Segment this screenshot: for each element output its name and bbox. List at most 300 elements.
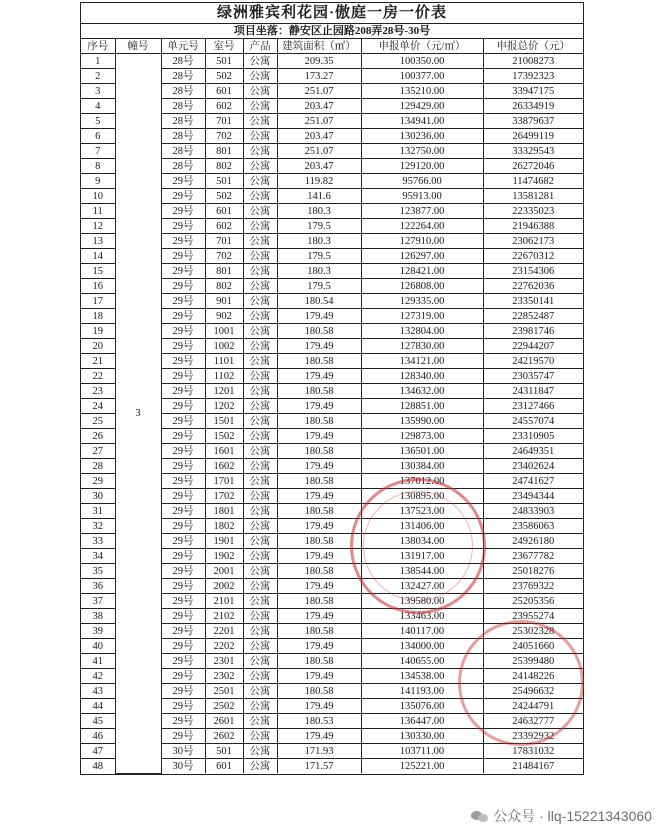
total-price: 21008273	[483, 54, 583, 69]
row-index: 43	[81, 684, 115, 699]
row-index: 11	[81, 204, 115, 219]
total-price: 24244791	[483, 699, 583, 714]
floor-area: 203.47	[277, 99, 361, 114]
total-price: 17392323	[483, 69, 583, 84]
floor-area: 180.3	[277, 234, 361, 249]
unit-number: 29号	[161, 234, 205, 249]
product-type: 公寓	[243, 249, 277, 264]
room-number: 702	[205, 249, 243, 264]
product-type: 公寓	[243, 564, 277, 579]
unit-number: 29号	[161, 369, 205, 384]
product-type: 公寓	[243, 99, 277, 114]
room-number: 801	[205, 144, 243, 159]
unit-price: 123877.00	[361, 204, 483, 219]
product-type: 公寓	[243, 459, 277, 474]
product-type: 公寓	[243, 744, 277, 759]
header-building: 幢号	[115, 39, 161, 54]
unit-price: 130895.00	[361, 489, 483, 504]
product-type: 公寓	[243, 519, 277, 534]
total-price: 24219570	[483, 354, 583, 369]
floor-area: 180.54	[277, 294, 361, 309]
header-area: 建筑面积（㎡）	[277, 39, 361, 54]
floor-area: 179.49	[277, 459, 361, 474]
unit-number: 29号	[161, 219, 205, 234]
unit-number: 29号	[161, 534, 205, 549]
product-type: 公寓	[243, 429, 277, 444]
room-number: 2101	[205, 594, 243, 609]
row-index: 38	[81, 609, 115, 624]
row-index: 16	[81, 279, 115, 294]
floor-area: 179.49	[277, 699, 361, 714]
room-number: 602	[205, 219, 243, 234]
unit-number: 29号	[161, 279, 205, 294]
room-number: 2502	[205, 699, 243, 714]
floor-area: 209.35	[277, 54, 361, 69]
floor-area: 180.58	[277, 444, 361, 459]
unit-number: 29号	[161, 639, 205, 654]
total-price: 23062173	[483, 234, 583, 249]
unit-number: 28号	[161, 84, 205, 99]
floor-area: 141.6	[277, 189, 361, 204]
unit-price: 135990.00	[361, 414, 483, 429]
unit-price: 126297.00	[361, 249, 483, 264]
product-type: 公寓	[243, 714, 277, 729]
room-number: 1802	[205, 519, 243, 534]
room-number: 2202	[205, 639, 243, 654]
floor-area: 179.49	[277, 369, 361, 384]
room-number: 701	[205, 234, 243, 249]
unit-price: 137523.00	[361, 504, 483, 519]
row-index: 30	[81, 489, 115, 504]
row-index: 17	[81, 294, 115, 309]
row-index: 1	[81, 54, 115, 69]
room-number: 601	[205, 84, 243, 99]
room-number: 801	[205, 264, 243, 279]
room-number: 1101	[205, 354, 243, 369]
header-unit: 单元号	[161, 39, 205, 54]
room-number: 2501	[205, 684, 243, 699]
product-type: 公寓	[243, 414, 277, 429]
floor-area: 179.49	[277, 339, 361, 354]
row-index: 2	[81, 69, 115, 84]
unit-price: 136447.00	[361, 714, 483, 729]
room-number: 1202	[205, 399, 243, 414]
total-price: 33947175	[483, 84, 583, 99]
total-price: 23981746	[483, 324, 583, 339]
row-index: 15	[81, 264, 115, 279]
row-index: 12	[81, 219, 115, 234]
product-type: 公寓	[243, 594, 277, 609]
product-type: 公寓	[243, 489, 277, 504]
row-index: 22	[81, 369, 115, 384]
total-price: 25205356	[483, 594, 583, 609]
total-price: 24649351	[483, 444, 583, 459]
unit-number: 29号	[161, 504, 205, 519]
row-index: 44	[81, 699, 115, 714]
unit-price: 95766.00	[361, 174, 483, 189]
total-price: 24051660	[483, 639, 583, 654]
row-index: 10	[81, 189, 115, 204]
product-type: 公寓	[243, 279, 277, 294]
header-unit-price: 申报单价（元/㎡）	[361, 39, 483, 54]
building-number: 3	[115, 54, 161, 774]
unit-number: 29号	[161, 429, 205, 444]
floor-area: 180.58	[277, 504, 361, 519]
total-price: 21484167	[483, 759, 583, 774]
room-number: 701	[205, 114, 243, 129]
unit-price: 134538.00	[361, 669, 483, 684]
unit-number: 29号	[161, 474, 205, 489]
unit-price: 132750.00	[361, 144, 483, 159]
product-type: 公寓	[243, 444, 277, 459]
room-number: 602	[205, 99, 243, 114]
unit-price: 140117.00	[361, 624, 483, 639]
unit-number: 29号	[161, 204, 205, 219]
unit-number: 29号	[161, 714, 205, 729]
room-number: 502	[205, 189, 243, 204]
header-room: 室号	[205, 39, 243, 54]
unit-price: 127830.00	[361, 339, 483, 354]
unit-price: 100350.00	[361, 54, 483, 69]
floor-area: 180.58	[277, 384, 361, 399]
room-number: 1901	[205, 534, 243, 549]
product-type: 公寓	[243, 759, 277, 774]
floor-area: 180.58	[277, 534, 361, 549]
unit-number: 29号	[161, 189, 205, 204]
row-index: 45	[81, 714, 115, 729]
floor-area: 180.58	[277, 414, 361, 429]
room-number: 702	[205, 129, 243, 144]
unit-price: 129335.00	[361, 294, 483, 309]
unit-number: 29号	[161, 249, 205, 264]
total-price: 23955274	[483, 609, 583, 624]
unit-price: 130236.00	[361, 129, 483, 144]
floor-area: 203.47	[277, 129, 361, 144]
total-price: 26334919	[483, 99, 583, 114]
total-price: 23586063	[483, 519, 583, 534]
room-number: 1801	[205, 504, 243, 519]
unit-price: 125221.00	[361, 759, 483, 774]
floor-area: 179.49	[277, 579, 361, 594]
unit-price: 122264.00	[361, 219, 483, 234]
room-number: 901	[205, 294, 243, 309]
unit-price: 129120.00	[361, 159, 483, 174]
unit-price: 135076.00	[361, 699, 483, 714]
room-number: 1002	[205, 339, 243, 354]
total-price: 24632777	[483, 714, 583, 729]
unit-price: 103711.00	[361, 744, 483, 759]
unit-price: 129429.00	[361, 99, 483, 114]
total-price: 22335023	[483, 204, 583, 219]
total-price: 23310905	[483, 429, 583, 444]
total-price: 23769322	[483, 579, 583, 594]
floor-area: 180.58	[277, 594, 361, 609]
unit-number: 29号	[161, 654, 205, 669]
floor-area: 179.49	[277, 669, 361, 684]
product-type: 公寓	[243, 219, 277, 234]
unit-price: 132427.00	[361, 579, 483, 594]
product-type: 公寓	[243, 129, 277, 144]
unit-number: 29号	[161, 564, 205, 579]
row-index: 7	[81, 144, 115, 159]
row-index: 25	[81, 414, 115, 429]
unit-price: 141193.00	[361, 684, 483, 699]
room-number: 802	[205, 279, 243, 294]
unit-number: 29号	[161, 309, 205, 324]
product-type: 公寓	[243, 669, 277, 684]
unit-price: 127319.00	[361, 309, 483, 324]
table-header-row	[81, 39, 583, 54]
row-index: 37	[81, 594, 115, 609]
total-price: 17831032	[483, 744, 583, 759]
total-price: 24311847	[483, 384, 583, 399]
floor-area: 251.07	[277, 84, 361, 99]
product-type: 公寓	[243, 609, 277, 624]
product-type: 公寓	[243, 69, 277, 84]
unit-price: 140655.00	[361, 654, 483, 669]
total-price: 25018276	[483, 564, 583, 579]
row-index: 24	[81, 399, 115, 414]
product-type: 公寓	[243, 204, 277, 219]
unit-number: 29号	[161, 729, 205, 744]
floor-area: 179.49	[277, 429, 361, 444]
room-number: 2601	[205, 714, 243, 729]
total-price: 11474682	[483, 174, 583, 189]
product-type: 公寓	[243, 174, 277, 189]
product-type: 公寓	[243, 234, 277, 249]
unit-price: 131406.00	[361, 519, 483, 534]
row-index: 6	[81, 129, 115, 144]
floor-area: 179.49	[277, 609, 361, 624]
product-type: 公寓	[243, 144, 277, 159]
unit-number: 29号	[161, 174, 205, 189]
row-index: 34	[81, 549, 115, 564]
header-total-price: 申报总价（元）	[483, 39, 583, 54]
total-price: 22944207	[483, 339, 583, 354]
row-index: 8	[81, 159, 115, 174]
unit-number: 28号	[161, 69, 205, 84]
unit-number: 29号	[161, 669, 205, 684]
room-number: 601	[205, 204, 243, 219]
watermark-text: 公众号 · llq-15221343060	[493, 808, 652, 824]
watermark	[471, 806, 652, 826]
room-number: 2002	[205, 579, 243, 594]
room-number: 1001	[205, 324, 243, 339]
floor-area: 180.58	[277, 474, 361, 489]
row-index: 28	[81, 459, 115, 474]
row-index: 35	[81, 564, 115, 579]
total-price: 24926180	[483, 534, 583, 549]
row-index: 27	[81, 444, 115, 459]
unit-price: 135210.00	[361, 84, 483, 99]
unit-price: 126808.00	[361, 279, 483, 294]
price-list-sheet	[80, 2, 584, 775]
row-index: 47	[81, 744, 115, 759]
product-type: 公寓	[243, 159, 277, 174]
unit-price: 130384.00	[361, 459, 483, 474]
product-type: 公寓	[243, 114, 277, 129]
floor-area: 179.49	[277, 399, 361, 414]
unit-number: 28号	[161, 54, 205, 69]
row-index: 3	[81, 84, 115, 99]
total-price: 22852487	[483, 309, 583, 324]
row-index: 36	[81, 579, 115, 594]
row-index: 13	[81, 234, 115, 249]
floor-area: 179.49	[277, 489, 361, 504]
unit-price: 127910.00	[361, 234, 483, 249]
room-number: 1102	[205, 369, 243, 384]
table-row	[81, 54, 583, 69]
unit-number: 29号	[161, 294, 205, 309]
row-index: 5	[81, 114, 115, 129]
unit-price: 139580.00	[361, 594, 483, 609]
floor-area: 179.49	[277, 309, 361, 324]
unit-price: 100377.00	[361, 69, 483, 84]
product-type: 公寓	[243, 549, 277, 564]
room-number: 1501	[205, 414, 243, 429]
product-type: 公寓	[243, 354, 277, 369]
unit-price: 128340.00	[361, 369, 483, 384]
floor-area: 180.3	[277, 204, 361, 219]
product-type: 公寓	[243, 84, 277, 99]
unit-price: 134941.00	[361, 114, 483, 129]
unit-number: 29号	[161, 339, 205, 354]
unit-price: 95913.00	[361, 189, 483, 204]
total-price: 25399480	[483, 654, 583, 669]
room-number: 502	[205, 69, 243, 84]
row-index: 33	[81, 534, 115, 549]
total-price: 23350141	[483, 294, 583, 309]
row-index: 32	[81, 519, 115, 534]
floor-area: 251.07	[277, 114, 361, 129]
unit-price: 128851.00	[361, 399, 483, 414]
product-type: 公寓	[243, 729, 277, 744]
room-number: 1602	[205, 459, 243, 474]
floor-area: 180.58	[277, 354, 361, 369]
unit-price: 137012.00	[361, 474, 483, 489]
room-number: 1902	[205, 549, 243, 564]
floor-area: 171.93	[277, 744, 361, 759]
product-type: 公寓	[243, 294, 277, 309]
total-price: 33329543	[483, 144, 583, 159]
row-index: 19	[81, 324, 115, 339]
total-price: 22762036	[483, 279, 583, 294]
unit-number: 29号	[161, 399, 205, 414]
unit-number: 29号	[161, 549, 205, 564]
product-type: 公寓	[243, 384, 277, 399]
product-type: 公寓	[243, 624, 277, 639]
floor-area: 171.57	[277, 759, 361, 774]
unit-price: 129873.00	[361, 429, 483, 444]
unit-number: 28号	[161, 144, 205, 159]
unit-price: 138034.00	[361, 534, 483, 549]
product-type: 公寓	[243, 684, 277, 699]
product-type: 公寓	[243, 339, 277, 354]
row-index: 23	[81, 384, 115, 399]
row-index: 9	[81, 174, 115, 189]
unit-price: 130330.00	[361, 729, 483, 744]
floor-area: 180.58	[277, 564, 361, 579]
unit-price: 132804.00	[361, 324, 483, 339]
unit-price: 138544.00	[361, 564, 483, 579]
unit-number: 30号	[161, 744, 205, 759]
floor-area: 180.53	[277, 714, 361, 729]
floor-area: 179.5	[277, 219, 361, 234]
room-number: 802	[205, 159, 243, 174]
total-price: 24833903	[483, 504, 583, 519]
total-price: 24557074	[483, 414, 583, 429]
product-type: 公寓	[243, 189, 277, 204]
floor-area: 251.07	[277, 144, 361, 159]
row-index: 41	[81, 654, 115, 669]
total-price: 24741627	[483, 474, 583, 489]
row-index: 14	[81, 249, 115, 264]
floor-area: 119.82	[277, 174, 361, 189]
unit-number: 29号	[161, 624, 205, 639]
room-number: 2602	[205, 729, 243, 744]
row-index: 31	[81, 504, 115, 519]
room-number: 1702	[205, 489, 243, 504]
total-price: 22670312	[483, 249, 583, 264]
total-price: 23035747	[483, 369, 583, 384]
product-type: 公寓	[243, 324, 277, 339]
room-number: 2001	[205, 564, 243, 579]
floor-area: 179.49	[277, 639, 361, 654]
row-index: 39	[81, 624, 115, 639]
floor-area: 180.3	[277, 264, 361, 279]
room-number: 2302	[205, 669, 243, 684]
unit-number: 29号	[161, 264, 205, 279]
row-index: 46	[81, 729, 115, 744]
product-type: 公寓	[243, 654, 277, 669]
unit-number: 29号	[161, 519, 205, 534]
total-price: 25496632	[483, 684, 583, 699]
unit-number: 28号	[161, 129, 205, 144]
header-index: 序号	[81, 39, 115, 54]
total-price: 24148226	[483, 669, 583, 684]
product-type: 公寓	[243, 54, 277, 69]
wechat-icon	[471, 809, 489, 823]
product-type: 公寓	[243, 534, 277, 549]
room-number: 2102	[205, 609, 243, 624]
total-price: 23402624	[483, 459, 583, 474]
project-location: 项目坐落：静安区止园路208弄28号-30号	[81, 24, 583, 39]
total-price: 23392932	[483, 729, 583, 744]
unit-price: 134632.00	[361, 384, 483, 399]
total-price: 33879637	[483, 114, 583, 129]
row-index: 26	[81, 429, 115, 444]
room-number: 601	[205, 759, 243, 774]
row-index: 21	[81, 354, 115, 369]
floor-area: 180.58	[277, 324, 361, 339]
row-index: 20	[81, 339, 115, 354]
unit-number: 29号	[161, 324, 205, 339]
row-index: 40	[81, 639, 115, 654]
unit-number: 29号	[161, 384, 205, 399]
room-number: 2301	[205, 654, 243, 669]
floor-area: 179.49	[277, 519, 361, 534]
unit-price: 128421.00	[361, 264, 483, 279]
unit-price: 136501.00	[361, 444, 483, 459]
total-price: 21946388	[483, 219, 583, 234]
room-number: 501	[205, 744, 243, 759]
row-index: 4	[81, 99, 115, 114]
unit-number: 29号	[161, 414, 205, 429]
unit-number: 29号	[161, 699, 205, 714]
unit-number: 29号	[161, 579, 205, 594]
row-index: 42	[81, 669, 115, 684]
total-price: 23127466	[483, 399, 583, 414]
